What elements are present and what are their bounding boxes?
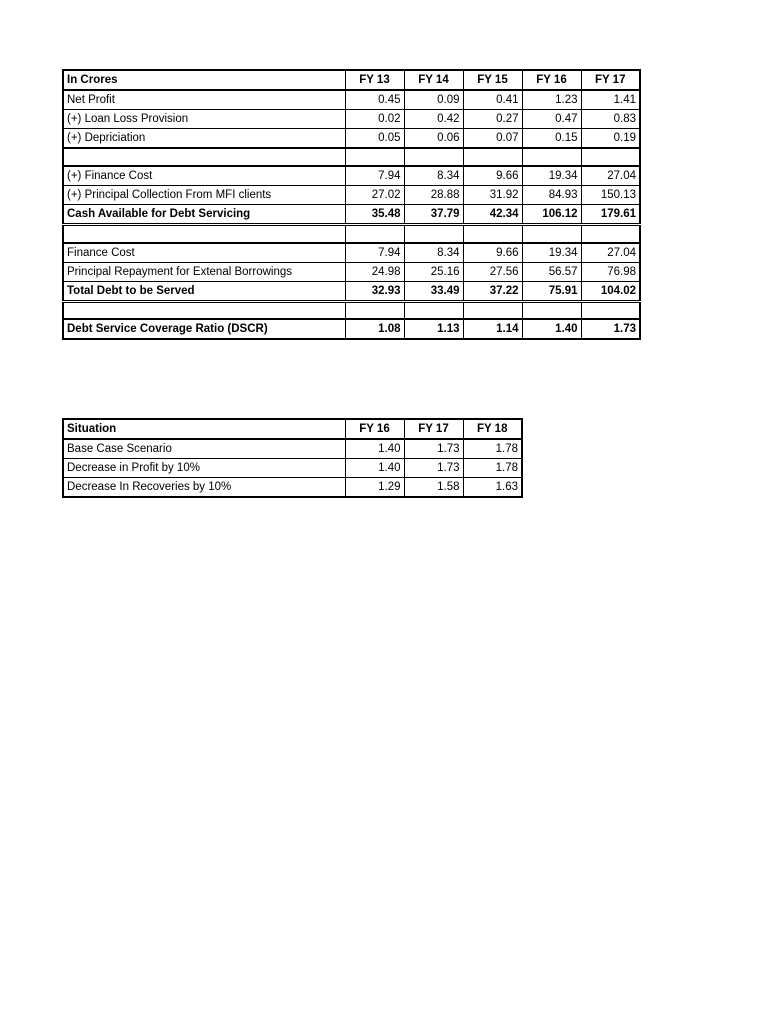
value-cell: 0.47 bbox=[522, 110, 581, 129]
value-cell: 27.04 bbox=[581, 166, 640, 186]
table-row bbox=[63, 110, 640, 129]
dscr-header-row bbox=[63, 70, 640, 90]
value-cell bbox=[463, 225, 522, 243]
value-cell: 27.02 bbox=[345, 186, 404, 205]
value-cell bbox=[463, 148, 522, 166]
value-cell: 0.02 bbox=[345, 110, 404, 129]
value-cell bbox=[581, 225, 640, 243]
value-cell: 1.40 bbox=[345, 439, 404, 459]
value-cell: 9.66 bbox=[463, 166, 522, 186]
value-cell: 0.06 bbox=[404, 129, 463, 149]
value-cell bbox=[463, 301, 522, 319]
row-label: Principal Repayment for Extenal Borrowings bbox=[63, 262, 345, 281]
value-cell: 19.34 bbox=[522, 243, 581, 263]
value-cell: 1.78 bbox=[463, 439, 522, 459]
value-cell bbox=[345, 148, 404, 166]
value-cell: 35.48 bbox=[345, 205, 404, 225]
row-label: (+) Loan Loss Provision bbox=[63, 110, 345, 129]
value-cell: 25.16 bbox=[404, 262, 463, 281]
year-header-cell: FY 18 bbox=[463, 419, 522, 439]
value-cell: 76.98 bbox=[581, 262, 640, 281]
row-label bbox=[63, 225, 345, 243]
value-cell: 1.40 bbox=[522, 319, 581, 339]
value-cell: 0.09 bbox=[404, 90, 463, 110]
value-cell: 179.61 bbox=[581, 205, 640, 225]
total-row bbox=[63, 205, 640, 225]
value-cell: 19.34 bbox=[522, 166, 581, 186]
row-label: Decrease In Recoveries by 10% bbox=[63, 478, 345, 498]
value-cell: 7.94 bbox=[345, 166, 404, 186]
value-cell: 0.27 bbox=[463, 110, 522, 129]
value-cell: 0.83 bbox=[581, 110, 640, 129]
value-cell: 1.73 bbox=[404, 459, 463, 478]
header-label-cell: In Crores bbox=[63, 70, 345, 90]
value-cell: 1.40 bbox=[345, 459, 404, 478]
row-label bbox=[63, 148, 345, 166]
year-header-cell: FY 16 bbox=[522, 70, 581, 90]
row-label: (+) Principal Collection From MFI clients bbox=[63, 186, 345, 205]
value-cell: 0.42 bbox=[404, 110, 463, 129]
table-row bbox=[63, 243, 640, 263]
table-row bbox=[63, 439, 522, 459]
scenario-table bbox=[62, 418, 523, 498]
value-cell: 1.13 bbox=[404, 319, 463, 339]
year-header-cell: FY 13 bbox=[345, 70, 404, 90]
value-cell: 1.29 bbox=[345, 478, 404, 498]
year-header-cell: FY 16 bbox=[345, 419, 404, 439]
row-label: Base Case Scenario bbox=[63, 439, 345, 459]
year-header-cell: FY 15 bbox=[463, 70, 522, 90]
row-label bbox=[63, 301, 345, 319]
value-cell: 9.66 bbox=[463, 243, 522, 263]
value-cell: 106.12 bbox=[522, 205, 581, 225]
value-cell: 27.04 bbox=[581, 243, 640, 263]
value-cell: 56.57 bbox=[522, 262, 581, 281]
value-cell: 0.05 bbox=[345, 129, 404, 149]
year-header-cell: FY 17 bbox=[404, 419, 463, 439]
value-cell: 32.93 bbox=[345, 281, 404, 301]
value-cell bbox=[404, 148, 463, 166]
value-cell bbox=[404, 301, 463, 319]
value-cell: 1.23 bbox=[522, 90, 581, 110]
value-cell: 1.08 bbox=[345, 319, 404, 339]
value-cell: 24.98 bbox=[345, 262, 404, 281]
row-label: Finance Cost bbox=[63, 243, 345, 263]
value-cell bbox=[522, 148, 581, 166]
value-cell bbox=[345, 225, 404, 243]
value-cell bbox=[522, 301, 581, 319]
spacer-row bbox=[63, 301, 640, 319]
value-cell bbox=[581, 301, 640, 319]
total-row bbox=[63, 281, 640, 301]
value-cell: 8.34 bbox=[404, 243, 463, 263]
value-cell bbox=[345, 301, 404, 319]
table-row bbox=[63, 166, 640, 186]
value-cell: 0.15 bbox=[522, 129, 581, 149]
value-cell: 33.49 bbox=[404, 281, 463, 301]
table-row bbox=[63, 90, 640, 110]
value-cell bbox=[522, 225, 581, 243]
value-cell: 1.73 bbox=[581, 319, 640, 339]
value-cell: 1.14 bbox=[463, 319, 522, 339]
table-row bbox=[63, 129, 640, 149]
value-cell: 8.34 bbox=[404, 166, 463, 186]
dscr-table bbox=[62, 69, 641, 340]
value-cell: 1.73 bbox=[404, 439, 463, 459]
value-cell: 0.19 bbox=[581, 129, 640, 149]
table-row bbox=[63, 478, 522, 498]
table-row bbox=[63, 459, 522, 478]
value-cell: 1.41 bbox=[581, 90, 640, 110]
row-label: Total Debt to be Served bbox=[63, 281, 345, 301]
dscr-row bbox=[63, 319, 640, 339]
value-cell: 1.58 bbox=[404, 478, 463, 498]
value-cell: 1.78 bbox=[463, 459, 522, 478]
row-label: Decrease in Profit by 10% bbox=[63, 459, 345, 478]
value-cell: 0.45 bbox=[345, 90, 404, 110]
row-label: Cash Available for Debt Servicing bbox=[63, 205, 345, 225]
table-row bbox=[63, 262, 640, 281]
header-label-cell: Situation bbox=[63, 419, 345, 439]
value-cell: 75.91 bbox=[522, 281, 581, 301]
value-cell: 0.07 bbox=[463, 129, 522, 149]
value-cell: 1.63 bbox=[463, 478, 522, 498]
value-cell bbox=[581, 148, 640, 166]
scenario-header-row bbox=[63, 419, 522, 439]
value-cell: 7.94 bbox=[345, 243, 404, 263]
value-cell: 31.92 bbox=[463, 186, 522, 205]
value-cell bbox=[404, 225, 463, 243]
row-label: (+) Finance Cost bbox=[63, 166, 345, 186]
row-label: Net Profit bbox=[63, 90, 345, 110]
year-header-cell: FY 17 bbox=[581, 70, 640, 90]
value-cell: 104.02 bbox=[581, 281, 640, 301]
row-label: (+) Depriciation bbox=[63, 129, 345, 149]
row-label: Debt Service Coverage Ratio (DSCR) bbox=[63, 319, 345, 339]
spacer-row bbox=[63, 148, 640, 166]
year-header-cell: FY 14 bbox=[404, 70, 463, 90]
value-cell: 84.93 bbox=[522, 186, 581, 205]
value-cell: 27.56 bbox=[463, 262, 522, 281]
value-cell: 37.22 bbox=[463, 281, 522, 301]
value-cell: 42.34 bbox=[463, 205, 522, 225]
value-cell: 37.79 bbox=[404, 205, 463, 225]
value-cell: 150.13 bbox=[581, 186, 640, 205]
value-cell: 28.88 bbox=[404, 186, 463, 205]
table-row bbox=[63, 186, 640, 205]
value-cell: 0.41 bbox=[463, 90, 522, 110]
spacer-row bbox=[63, 225, 640, 243]
